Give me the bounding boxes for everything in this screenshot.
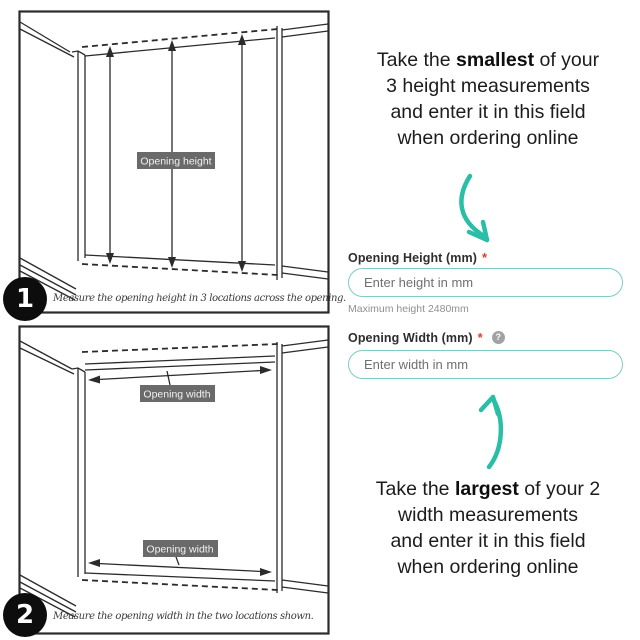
help-question-icon[interactable]: ? bbox=[492, 331, 505, 344]
opening-width-input[interactable] bbox=[348, 350, 623, 379]
step-1-caption: Measure the opening height in 3 locations across the opening. bbox=[53, 293, 346, 304]
required-asterisk: * bbox=[481, 250, 488, 265]
width-note-line3: and enter it in this field bbox=[390, 530, 586, 552]
step-1-badge: 1 bbox=[3, 277, 47, 321]
opening-width-label-bottom-text: Opening width bbox=[146, 543, 214, 556]
step-2-badge: 2 bbox=[3, 593, 47, 637]
width-note-post: of your 2 bbox=[518, 478, 601, 500]
opening-width-label-top-text: Opening width bbox=[143, 388, 211, 401]
opening-height-input[interactable] bbox=[348, 268, 623, 297]
curved-arrow-down-icon bbox=[448, 170, 508, 250]
height-note-emphasis: smallest bbox=[456, 49, 535, 71]
opening-height-label-text: Opening Height (mm) bbox=[348, 250, 477, 265]
opening-height-label-text: Opening height bbox=[140, 155, 212, 168]
max-height-helper: Maximum height 2480mm bbox=[348, 303, 469, 315]
width-note-emphasis: largest bbox=[454, 478, 519, 500]
height-instruction-note bbox=[350, 47, 626, 151]
height-note-post: of your bbox=[534, 49, 600, 71]
height-note-pre: Take the bbox=[376, 49, 457, 71]
opening-width-field-label bbox=[348, 330, 505, 345]
width-note-line4: when ordering online bbox=[397, 556, 579, 578]
width-note-pre: Take the bbox=[375, 478, 455, 500]
height-note-line3: and enter it in this field bbox=[390, 101, 586, 123]
opening-height-diagram bbox=[18, 10, 330, 314]
height-note-line2: 3 height measurements bbox=[386, 75, 590, 97]
width-instruction-note bbox=[350, 476, 626, 580]
step-2-caption: Measure the opening width in the two locations shown. bbox=[53, 611, 314, 622]
width-note-line2: width measurements bbox=[398, 504, 578, 526]
required-asterisk: * bbox=[477, 330, 483, 345]
opening-width-diagram bbox=[18, 325, 330, 635]
height-note-line4: when ordering online bbox=[397, 127, 579, 149]
opening-width-label-text: Opening Width (mm) bbox=[348, 330, 473, 345]
curved-arrow-up-icon bbox=[455, 385, 515, 475]
opening-height-field-label bbox=[348, 250, 487, 265]
opening-height-label bbox=[137, 152, 215, 169]
